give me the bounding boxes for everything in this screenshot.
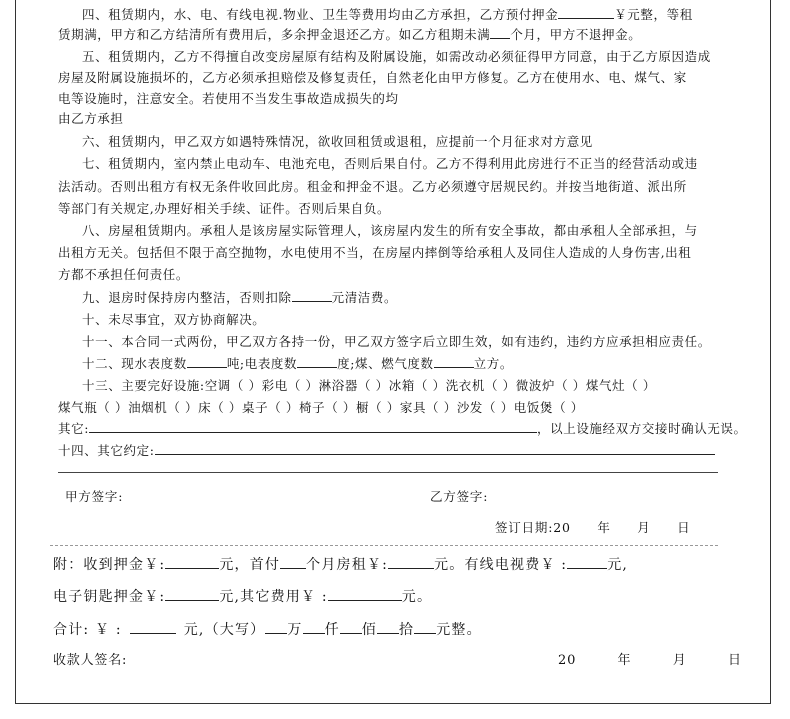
key-deposit-blank[interactable] [165,587,219,601]
clause-10: 十、未尽事宜，双方协商解决。 [82,312,266,327]
clause-13-line-2: 煤气瓶（ ）油烟机（ ）床（ ）桌子（ ）椅子（ ）橱（ ）家具（ ）沙发（ ）电饭煲（ ） [58,400,584,415]
wan-blank[interactable] [265,620,287,634]
rent-amount-blank[interactable] [388,555,434,569]
months-blank[interactable] [490,25,510,39]
clause-4-line-2: 赁期满，甲方和乙方结清所有费用后，多余押金退还乙方。如乙方租期未满 个月，甲方不退押金。 [58,27,642,42]
clause-5-line-3: 电等设施时，注意安全。若使用不当发生事故造成损失的均 [58,91,399,106]
cable-tv-fee-blank[interactable] [567,555,607,569]
clause-7-line-3: 等部门有关规定,办理好相关手续、证件。否则后果自负。 [58,201,391,216]
clause-7-line-1: 七、租赁期内，室内禁止电动车、电池充电，否则后果自付。乙方不得利用此房进行不正当的经营活动或违 [82,156,698,171]
clause-11: 十一、本合同一式两份，甲乙双方各持一份，甲乙双方签字后立即生效，如有违约，违约方应承担相应责任。 [82,334,711,349]
other-fees-blank[interactable] [328,587,402,601]
bai-blank[interactable] [340,620,362,634]
payee-date: 20 年 月 日 [558,653,742,668]
deposit-blank[interactable] [558,5,614,19]
receipt-divider [50,545,718,546]
water-reading-blank[interactable] [187,354,227,368]
clause-4-line-1: 四、租赁期内，水、电、有线电视.物业、卫生等费用均由乙方承担，乙方预付押金 ￥元整，等租 [82,7,693,22]
clause-8-line-3: 方都不承担任何责任。 [58,267,190,282]
clause-14: 十四、其它约定: [58,441,748,461]
party-a-signature-label: 甲方签字: [65,489,124,504]
payee-signature-label: 收款人签名: [53,653,128,668]
clause-6: 六、租赁期内，甲乙双方如遇特殊情况，欲收回租赁或退租，应提前一个月征求对方意见 [82,134,593,149]
clause-5-line-4: 由乙方承担 [58,111,124,126]
receipt-line-3: 合计: ￥ : 元,（大写） 万 仟 佰 拾 元整。 [53,622,482,638]
deposit-received-blank[interactable] [165,555,219,569]
receipt-line-2: 电子钥匙押金￥: 元,其它费用￥ : 元。 [53,589,433,605]
shi-blank[interactable] [377,620,399,634]
other-agreements-line-2[interactable] [58,472,718,473]
clause-8-line-2: 出租方无关。包括但不限于高空抛物，水电使用不当，在房屋内摔倒等给承租人及同住人造成的人身伤害,出租 [58,245,692,260]
gas-reading-blank[interactable] [434,354,474,368]
qian-blank[interactable] [303,620,325,634]
clause-8-line-1: 八、房屋租赁期内。承租人是该房屋实际管理人，该房屋内发生的所有安全事故，都由承租人全部承担，与 [82,223,698,238]
clause-5-line-2: 房屋及附属设施损坏的，乙方必须承担赔偿及修复责任，自然老化由甲方修复。乙方在使用水、电、煤气、家 [58,70,687,85]
yuan-blank[interactable] [414,620,436,634]
cleaning-fee-blank[interactable] [292,288,332,302]
clause-13-line-3: 其它: ，以上设施经双方交接时确认无误。 [58,421,747,436]
clause-9: 九、退房时保持房内整洁，否则扣除 元清洁费。 [82,290,398,305]
electric-reading-blank[interactable] [297,354,337,368]
clause-5-line-1: 五、租赁期内，乙方不得擅自改变房屋原有结构及附属设施，如需改动必须征得甲方同意，由于乙方原因造成 [82,49,711,64]
other-agreements-blank[interactable] [155,441,715,455]
clause-13-line-1: 十三、主要完好设施:空调（ ）彩电（ ）淋浴器（ ）冰箱（ ）洗衣机（ ）微波炉（ ）煤气灶（ ） [82,378,656,393]
signing-date: 签订日期:20 年 月 日 [495,520,691,535]
prepaid-months-blank[interactable] [280,555,306,569]
party-b-signature-label: 乙方签字: [430,489,489,504]
receipt-line-1: 附：收到押金￥: 元，首付 个月房租￥: 元。有线电视费￥ : 元, [53,557,629,573]
other-facilities-blank[interactable] [89,419,537,433]
clause-12: 十二、现水表度数 吨;电表度数 度;煤、燃气度数 立方。 [82,356,513,371]
clause-7-line-2: 法活动。否则出租方有权无条件收回此房。租金和押金不退。乙方必须遵守居规民约。并按当地街道、派出所 [58,179,687,194]
total-amount-blank[interactable] [130,620,176,634]
